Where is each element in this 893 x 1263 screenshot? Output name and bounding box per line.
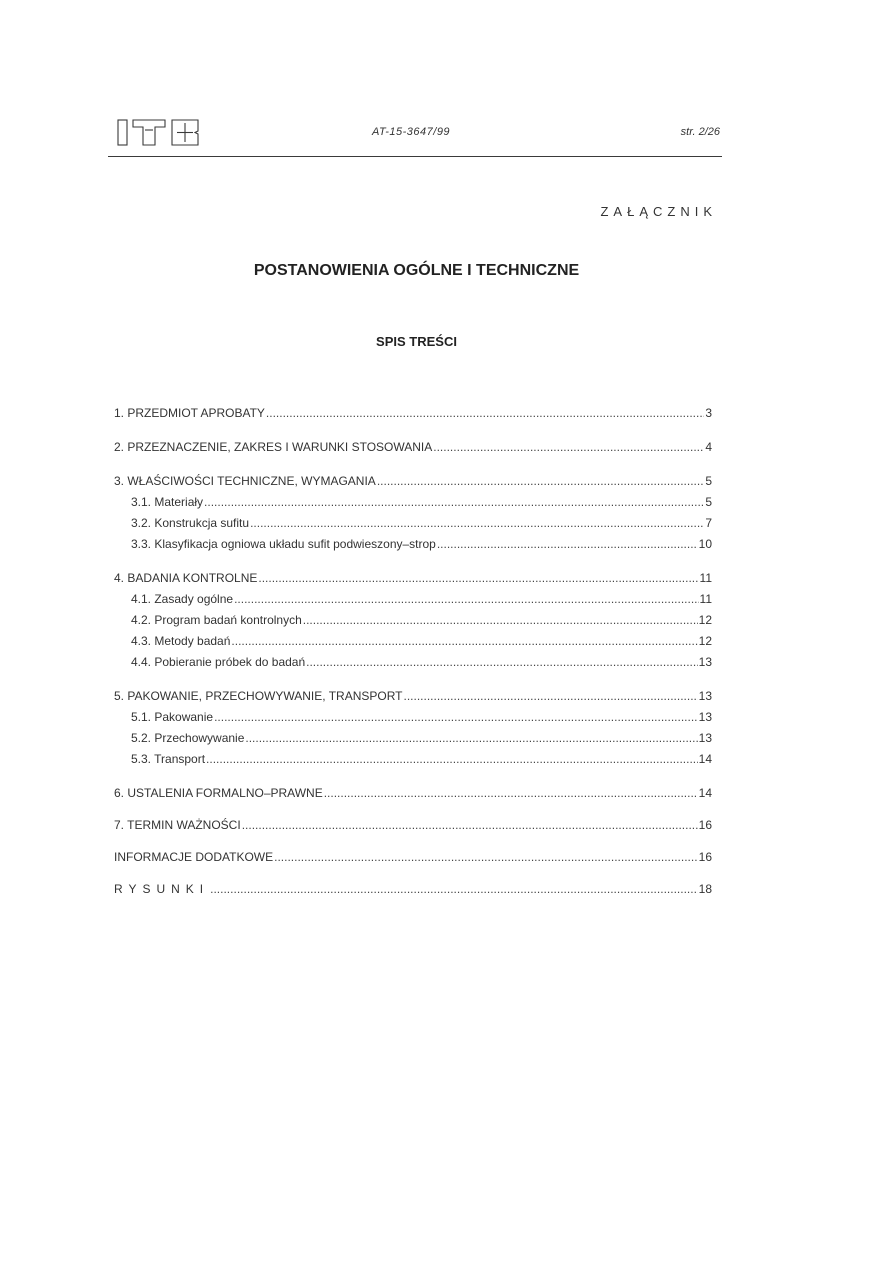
toc-leader-dots: [210, 879, 698, 900]
toc-entry-page: 11: [699, 571, 712, 585]
toc-leader-dots: [303, 610, 698, 631]
toc-entry[interactable]: [114, 815, 712, 836]
toc-entry-label: 5.1. Pakowanie: [131, 710, 214, 724]
toc-entry-label: 1. PRZEDMIOT APROBATY: [114, 406, 265, 420]
toc-entry-page: 4: [705, 440, 712, 454]
toc-entry-label: 4. BADANIA KONTROLNE: [114, 571, 258, 585]
toc-entry-page: 3: [705, 406, 712, 420]
toc-leader-dots: [324, 783, 698, 804]
toc-entry-page: 18: [698, 882, 712, 896]
toc-leader-dots: [245, 728, 697, 749]
toc-entry-page: 12: [698, 613, 712, 627]
annex-label: ZAŁĄCZNIK: [600, 204, 717, 219]
toc-entry-page: 16: [698, 818, 712, 832]
toc-entry-label: 4.3. Metody badań: [131, 634, 231, 648]
toc-entry-page: 7: [705, 516, 712, 530]
toc-entry-page: 13: [698, 689, 712, 703]
toc-leader-dots: [433, 437, 704, 458]
main-title: POSTANOWIENIA OGÓLNE I TECHNICZNE: [253, 262, 580, 279]
toc-leader-dots: [274, 847, 698, 868]
toc-entry-label: 3.3. Klasyfikacja ogniowa układu sufit podwieszony–strop: [131, 537, 436, 551]
toc-leader-dots: [234, 589, 698, 610]
toc-entry-label: 4.4. Pobieranie próbek do badań: [131, 655, 306, 669]
toc-title: SPIS TREŚCI: [376, 334, 457, 349]
table-of-contents: [114, 403, 712, 900]
toc-leader-dots: [266, 403, 704, 424]
toc-entry[interactable]: [114, 403, 712, 424]
toc-entry-label: 4.2. Program badań kontrolnych: [131, 613, 302, 627]
toc-entry-page: 12: [698, 634, 712, 648]
page-header: [108, 116, 722, 157]
toc-entry-page: 5: [705, 474, 712, 488]
toc-entry-label: INFORMACJE DODATKOWE: [114, 850, 274, 864]
toc-entry-label: 5.2. Przechowywanie: [131, 731, 245, 745]
toc-entry[interactable]: [114, 471, 712, 492]
itb-logo: [116, 118, 202, 148]
toc-entry-page: 14: [698, 786, 712, 800]
toc-entry-label: 4.1. Zasady ogólne: [131, 592, 234, 606]
toc-leader-dots: [258, 568, 698, 589]
toc-entry-page: 5: [705, 495, 712, 509]
toc-subentry[interactable]: [114, 707, 712, 728]
toc-entry-label: 3. WŁAŚCIWOŚCI TECHNICZNE, WYMAGANIA: [114, 474, 376, 488]
toc-entry-label: 3.1. Materiały: [131, 495, 204, 509]
toc-entry-label: 3.2. Konstrukcja sufitu: [131, 516, 250, 530]
toc-entry-page: 14: [698, 752, 712, 766]
toc-entry-page: 10: [698, 537, 712, 551]
toc-entry[interactable]: [114, 568, 712, 589]
toc-subentry[interactable]: [114, 513, 712, 534]
toc-subentry[interactable]: [114, 534, 712, 555]
toc-leader-dots: [377, 471, 705, 492]
toc-leader-dots: [403, 686, 697, 707]
toc-entry-label: 5. PAKOWANIE, PRZECHOWYWANIE, TRANSPORT: [114, 689, 403, 703]
toc-subentry[interactable]: [114, 589, 712, 610]
toc-entry[interactable]: [114, 847, 712, 868]
toc-entry-label: RYSUNKI: [114, 882, 210, 896]
toc-entry-page: 11: [699, 592, 712, 606]
toc-entry-label: 2. PRZEZNACZENIE, ZAKRES I WARUNKI STOSOWANIA: [114, 440, 433, 454]
toc-entry-page: 16: [698, 850, 712, 864]
toc-leader-dots: [306, 652, 698, 673]
toc-entry-label: 6. USTALENIA FORMALNO–PRAWNE: [114, 786, 323, 800]
toc-entry[interactable]: [114, 437, 712, 458]
page-number: str. 2/26: [680, 126, 720, 138]
toc-subentry[interactable]: [114, 749, 712, 770]
toc-leader-dots: [231, 631, 697, 652]
toc-subentry[interactable]: [114, 492, 712, 513]
toc-entry[interactable]: [114, 783, 712, 804]
document-code: AT-15-3647/99: [372, 126, 451, 138]
toc-subentry[interactable]: [114, 728, 712, 749]
toc-subentry[interactable]: [114, 631, 712, 652]
toc-entry-label: 7. TERMIN WAŻNOŚCI: [114, 818, 241, 832]
toc-leader-dots: [250, 513, 704, 534]
toc-leader-dots: [204, 492, 704, 513]
toc-leader-dots: [437, 534, 698, 555]
toc-entry[interactable]: [114, 686, 712, 707]
toc-entry-page: 13: [698, 655, 712, 669]
toc-subentry[interactable]: [114, 610, 712, 631]
toc-leader-dots: [206, 749, 698, 770]
toc-entry-page: 13: [698, 731, 712, 745]
toc-leader-dots: [214, 707, 698, 728]
toc-leader-dots: [242, 815, 698, 836]
toc-subentry[interactable]: [114, 652, 712, 673]
toc-entry[interactable]: [114, 879, 712, 900]
toc-entry-page: 13: [698, 710, 712, 724]
toc-entry-label: 5.3. Transport: [131, 752, 206, 766]
